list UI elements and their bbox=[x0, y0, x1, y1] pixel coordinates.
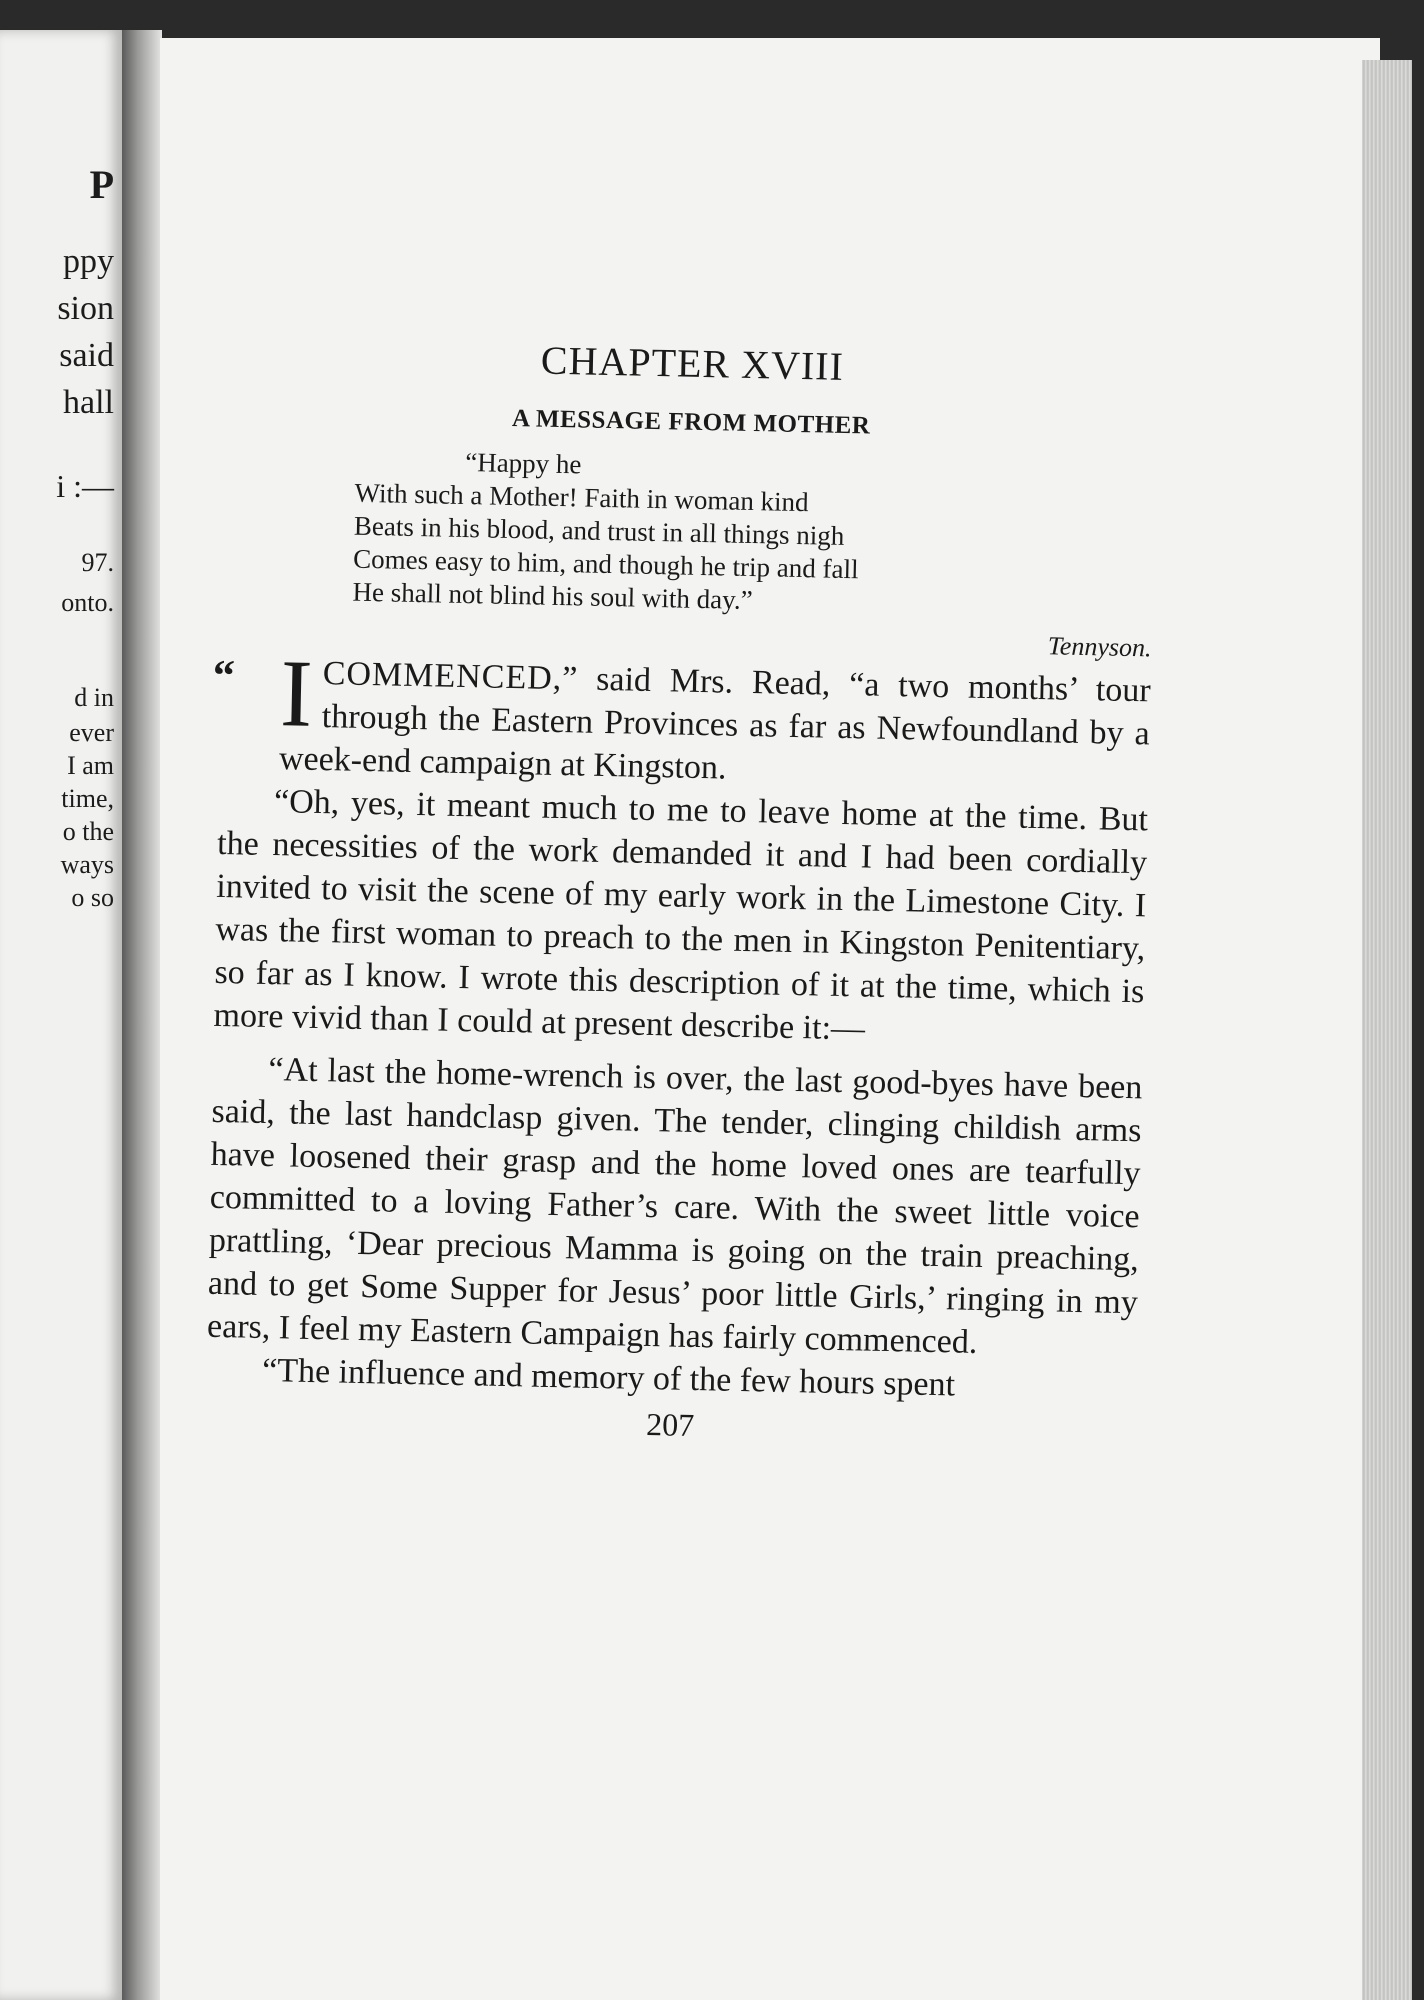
book-gutter bbox=[122, 30, 162, 2000]
left-page-line: sion bbox=[57, 290, 114, 327]
left-page bbox=[0, 30, 122, 2000]
page-number: 207 bbox=[645, 1406, 695, 1443]
left-page-line: ways bbox=[60, 850, 114, 879]
epigraph-line: “Happy he bbox=[464, 447, 582, 480]
left-page-line: ppy bbox=[63, 243, 114, 280]
left-page-line: i :— bbox=[56, 468, 114, 504]
epigraph-attribution: Tennyson. bbox=[1047, 631, 1152, 663]
left-page-line: o so bbox=[71, 883, 114, 912]
epigraph-line: Beats in his blood, and trust in all things nigh bbox=[353, 510, 845, 551]
epigraph-line: With such a Mother! Faith in woman kind bbox=[354, 477, 809, 518]
left-page-line: d in bbox=[74, 683, 114, 712]
left-page-line: onto. bbox=[61, 588, 114, 617]
chapter-subtitle: A MESSAGE FROM MOTHER bbox=[511, 404, 871, 440]
opening-text: ” said Mrs. Read, “a two months’ tour through the Eastern Provinces as far as Newfoundland by a week-end campaign at Kingston. bbox=[278, 660, 1152, 787]
epigraph bbox=[352, 444, 1155, 626]
left-page-line: 97. bbox=[81, 548, 114, 577]
left-page-line: I am bbox=[67, 751, 114, 780]
paragraph: “At last the home-wrench is over, the last good-byes have been said, the last handclasp given. The tender, clinging childish arms have loosened their grasp and the home loved ones are tearfully committed to a loving Father’s care. With the sweet little voice prattling, ‘Dear precious Mamma is going on the train preaching, and to get Some Supper for Jesus’ poor little Girls,’ ringing in my ears, I feel my Eastern Campaign has fairly commenced. bbox=[206, 1051, 1143, 1361]
left-page-line: ever bbox=[69, 718, 114, 747]
left-page-line: time, bbox=[61, 784, 114, 813]
paragraph: “The influence and memory of the few hours spent bbox=[261, 1351, 956, 1404]
paragraph: “Oh, yes, it meant much to me to leave home at the time. But the necessities of the work demanded it and I had been cordially invited to visit the scene of my early work in the Limestone City. I was the first woman to preach to the men in Kingston Penitentiary, so far as I know. I wrote this description of it at the time, which is more vivid than I could at present describe it:— bbox=[213, 783, 1149, 1048]
page-content bbox=[205, 330, 1158, 1453]
opening-quote-mark: “ bbox=[212, 650, 236, 701]
chapter-title: CHAPTER XVIII bbox=[540, 337, 845, 389]
epigraph-line: He shall not blind his soul with day.” bbox=[352, 576, 753, 616]
left-page-line: P bbox=[89, 162, 114, 207]
left-page-line: o the bbox=[62, 817, 114, 846]
left-page-line: hall bbox=[63, 384, 114, 421]
epigraph-line: Comes easy to him, and though he trip and fall bbox=[352, 543, 859, 585]
left-page-line: said bbox=[59, 337, 114, 374]
drop-cap: I bbox=[279, 639, 314, 747]
page-edge bbox=[1362, 60, 1412, 2000]
opening-smallcaps: COMMENCED, bbox=[322, 655, 563, 698]
